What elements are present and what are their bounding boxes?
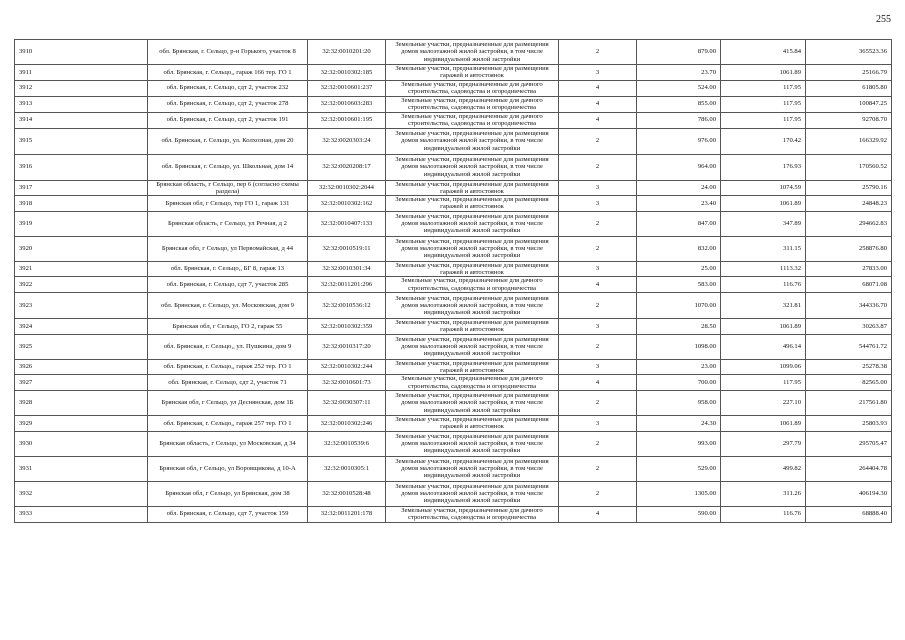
specific-value-cell: 415.84 bbox=[721, 40, 806, 65]
land-use-cell: Земельные участки, предназначенные для размещения домов малоэтажной жилой застройки, в том числе индивидуальной жилой застройки bbox=[386, 128, 559, 154]
cadastral-value-cell: 25278.38 bbox=[806, 359, 892, 375]
table-row bbox=[15, 416, 892, 432]
group-cell: 2 bbox=[559, 391, 637, 416]
area-cell: 976.00 bbox=[637, 128, 721, 154]
group-cell: 4 bbox=[559, 506, 637, 522]
cadastral-number-cell: 32:32:0011201:178 bbox=[308, 506, 386, 522]
row-number: 3913 bbox=[15, 96, 148, 112]
table-row bbox=[15, 319, 892, 335]
group-cell: 2 bbox=[559, 154, 637, 180]
land-use-cell: Земельные участки, предназначенные для дачного строительства, садоводства и огородничества bbox=[386, 112, 559, 128]
group-cell: 2 bbox=[559, 211, 637, 236]
page-number: 255 bbox=[876, 14, 891, 25]
cadastral-value-cell: 100847.25 bbox=[806, 96, 892, 112]
cadastral-value-cell: 61805.80 bbox=[806, 80, 892, 96]
group-cell: 4 bbox=[559, 80, 637, 96]
cadastral-number-cell: 32:32:0010519:11 bbox=[308, 236, 386, 261]
land-use-cell: Земельные участки, предназначенные для дачного строительства, садоводства и огородничества bbox=[386, 506, 559, 522]
row-number: 3929 bbox=[15, 416, 148, 432]
area-cell: 529.00 bbox=[637, 456, 721, 481]
cadastral-value-cell: 27833.00 bbox=[806, 261, 892, 277]
group-cell: 2 bbox=[559, 456, 637, 481]
address-cell: обл. Брянская, г. Сельцо, ул. Школьная, дом 14 bbox=[148, 154, 308, 180]
row-number: 3926 bbox=[15, 359, 148, 375]
land-registry-table bbox=[14, 39, 892, 523]
table-row bbox=[15, 112, 892, 128]
cadastral-number-cell: 32:32:0010302:359 bbox=[308, 319, 386, 335]
group-cell: 3 bbox=[559, 416, 637, 432]
specific-value-cell: 176.93 bbox=[721, 154, 806, 180]
land-use-cell: Земельные участки, предназначенные для размещения домов малоэтажной жилой застройки, в том числе индивидуальной жилой застройки bbox=[386, 456, 559, 481]
table-row bbox=[15, 293, 892, 319]
group-cell: 2 bbox=[559, 293, 637, 319]
area-cell: 25.00 bbox=[637, 261, 721, 277]
address-cell: обл. Брянская, г. Сельцо,, гараж 257 тер. ГО 1 bbox=[148, 416, 308, 432]
cadastral-number-cell: 32:32:0010539:6 bbox=[308, 431, 386, 456]
table-row bbox=[15, 211, 892, 236]
area-cell: 23.00 bbox=[637, 359, 721, 375]
address-cell: обл. Брянская, г. Сельцо, сдт 2, участок 232 bbox=[148, 80, 308, 96]
area-cell: 700.00 bbox=[637, 375, 721, 391]
group-cell: 2 bbox=[559, 481, 637, 506]
table-row bbox=[15, 128, 892, 154]
row-number: 3924 bbox=[15, 319, 148, 335]
row-number: 3931 bbox=[15, 456, 148, 481]
cadastral-number-cell: 32:32:0010536:12 bbox=[308, 293, 386, 319]
row-number: 3912 bbox=[15, 80, 148, 96]
area-cell: 993.00 bbox=[637, 431, 721, 456]
specific-value-cell: 117.95 bbox=[721, 375, 806, 391]
table-row bbox=[15, 375, 892, 391]
land-use-cell: Земельные участки, предназначенные для размещения домов малоэтажной жилой застройки, в том числе индивидуальной жилой застройки bbox=[386, 211, 559, 236]
group-cell: 3 bbox=[559, 65, 637, 81]
cadastral-value-cell: 25166.79 bbox=[806, 65, 892, 81]
area-cell: 855.00 bbox=[637, 96, 721, 112]
address-cell: обл. Брянская, г. Сельцо, сдт 7, участок 159 bbox=[148, 506, 308, 522]
area-cell: 524.00 bbox=[637, 80, 721, 96]
area-cell: 879.00 bbox=[637, 40, 721, 65]
group-cell: 3 bbox=[559, 359, 637, 375]
table-row bbox=[15, 236, 892, 261]
table-row bbox=[15, 80, 892, 96]
area-cell: 958.00 bbox=[637, 391, 721, 416]
row-number: 3920 bbox=[15, 236, 148, 261]
specific-value-cell: 1113.32 bbox=[721, 261, 806, 277]
specific-value-cell: 1061.89 bbox=[721, 319, 806, 335]
address-cell: Брянская обл, г Сельцо, ул Деснянская, дом 1Б bbox=[148, 391, 308, 416]
specific-value-cell: 1061.89 bbox=[721, 416, 806, 432]
area-cell: 1070.00 bbox=[637, 293, 721, 319]
specific-value-cell: 227.10 bbox=[721, 391, 806, 416]
row-number: 3922 bbox=[15, 277, 148, 293]
specific-value-cell: 170.42 bbox=[721, 128, 806, 154]
cadastral-number-cell: 32:32:0010601:73 bbox=[308, 375, 386, 391]
cadastral-number-cell: 32:32:0010305:1 bbox=[308, 456, 386, 481]
specific-value-cell: 1074.59 bbox=[721, 180, 806, 196]
specific-value-cell: 496.14 bbox=[721, 334, 806, 359]
row-number: 3916 bbox=[15, 154, 148, 180]
land-use-cell: Земельные участки, предназначенные для размещения гаражей и автостоянок bbox=[386, 180, 559, 196]
cadastral-value-cell: 295705.47 bbox=[806, 431, 892, 456]
specific-value-cell: 116.76 bbox=[721, 506, 806, 522]
cadastral-number-cell: 32:32:0030307:11 bbox=[308, 391, 386, 416]
address-cell: обл. Брянская, г. Сельцо, сдт 2, участок 191 bbox=[148, 112, 308, 128]
cadastral-value-cell: 406194.30 bbox=[806, 481, 892, 506]
group-cell: 3 bbox=[559, 261, 637, 277]
group-cell: 4 bbox=[559, 277, 637, 293]
address-cell: Брянская обл, г Сельцо, тер ГО 1, гараж 131 bbox=[148, 196, 308, 212]
cadastral-number-cell: 32:32:0010302:2044 bbox=[308, 180, 386, 196]
group-cell: 4 bbox=[559, 375, 637, 391]
area-cell: 832.00 bbox=[637, 236, 721, 261]
land-use-cell: Земельные участки, предназначенные для размещения домов малоэтажной жилой застройки, в том числе индивидуальной жилой застройки bbox=[386, 40, 559, 65]
cadastral-value-cell: 344336.70 bbox=[806, 293, 892, 319]
specific-value-cell: 117.95 bbox=[721, 112, 806, 128]
cadastral-value-cell: 25803.93 bbox=[806, 416, 892, 432]
cadastral-value-cell: 294662.83 bbox=[806, 211, 892, 236]
area-cell: 786.00 bbox=[637, 112, 721, 128]
cadastral-value-cell: 92708.70 bbox=[806, 112, 892, 128]
address-cell: обл. Брянская, г. Сельцо,, гараж 166 тер. ГО 1 bbox=[148, 65, 308, 81]
cadastral-number-cell: 32:32:0010201:20 bbox=[308, 40, 386, 65]
row-number: 3914 bbox=[15, 112, 148, 128]
area-cell: 23.40 bbox=[637, 196, 721, 212]
address-cell: обл. Брянская, г. Сельцо,, гараж 252 тер. ГО 1 bbox=[148, 359, 308, 375]
area-cell: 24.00 bbox=[637, 180, 721, 196]
address-cell: Брянская обл, г Сельцо, ГО 2, гараж 55 bbox=[148, 319, 308, 335]
table-row bbox=[15, 391, 892, 416]
cadastral-number-cell: 32:32:0010601:195 bbox=[308, 112, 386, 128]
table-row bbox=[15, 96, 892, 112]
cadastral-number-cell: 32:32:0010302:244 bbox=[308, 359, 386, 375]
land-use-cell: Земельные участки, предназначенные для размещения гаражей и автостоянок bbox=[386, 65, 559, 81]
area-cell: 23.70 bbox=[637, 65, 721, 81]
row-number: 3910 bbox=[15, 40, 148, 65]
specific-value-cell: 297.79 bbox=[721, 431, 806, 456]
specific-value-cell: 347.89 bbox=[721, 211, 806, 236]
cadastral-number-cell: 32:32:0010302:246 bbox=[308, 416, 386, 432]
row-number: 3921 bbox=[15, 261, 148, 277]
cadastral-value-cell: 217561.80 bbox=[806, 391, 892, 416]
area-cell: 964.00 bbox=[637, 154, 721, 180]
group-cell: 2 bbox=[559, 334, 637, 359]
group-cell: 4 bbox=[559, 112, 637, 128]
area-cell: 590.00 bbox=[637, 506, 721, 522]
cadastral-number-cell: 32:32:0010528:48 bbox=[308, 481, 386, 506]
group-cell: 2 bbox=[559, 40, 637, 65]
cadastral-value-cell: 68888.40 bbox=[806, 506, 892, 522]
specific-value-cell: 117.95 bbox=[721, 96, 806, 112]
address-cell: обл. Брянская, г. Сельцо, сдт 2, участок 71 bbox=[148, 375, 308, 391]
cadastral-value-cell: 82565.00 bbox=[806, 375, 892, 391]
table-body bbox=[15, 40, 892, 523]
specific-value-cell: 1099.06 bbox=[721, 359, 806, 375]
cadastral-value-cell: 264404.78 bbox=[806, 456, 892, 481]
address-cell: Брянская область, г Сельцо, пер 6 (согласно схемы раздела) bbox=[148, 180, 308, 196]
cadastral-number-cell: 32:32:0010407:133 bbox=[308, 211, 386, 236]
land-use-cell: Земельные участки, предназначенные для размещения домов малоэтажной жилой застройки, в том числе индивидуальной жилой застройки bbox=[386, 431, 559, 456]
area-cell: 1305.00 bbox=[637, 481, 721, 506]
specific-value-cell: 1061.89 bbox=[721, 196, 806, 212]
cadastral-value-cell: 24848.23 bbox=[806, 196, 892, 212]
row-number: 3932 bbox=[15, 481, 148, 506]
address-cell: Брянская обл, г Сельцо, ул Воровщикова, д 10-А bbox=[148, 456, 308, 481]
address-cell: обл. Брянская, г. Сельцо,, БГ 8, гараж 13 bbox=[148, 261, 308, 277]
table-row bbox=[15, 154, 892, 180]
row-number: 3915 bbox=[15, 128, 148, 154]
group-cell: 3 bbox=[559, 196, 637, 212]
table-row bbox=[15, 65, 892, 81]
specific-value-cell: 116.76 bbox=[721, 277, 806, 293]
table-row bbox=[15, 506, 892, 522]
cadastral-number-cell: 32:32:0011201:296 bbox=[308, 277, 386, 293]
row-number: 3925 bbox=[15, 334, 148, 359]
group-cell: 3 bbox=[559, 319, 637, 335]
table-row bbox=[15, 334, 892, 359]
row-number: 3918 bbox=[15, 196, 148, 212]
cadastral-value-cell: 365523.36 bbox=[806, 40, 892, 65]
land-use-cell: Земельные участки, предназначенные для дачного строительства, садоводства и огородничества bbox=[386, 96, 559, 112]
address-cell: Брянская обл, г Сельцо, ул Первомайская, д 44 bbox=[148, 236, 308, 261]
group-cell: 2 bbox=[559, 236, 637, 261]
area-cell: 1098.00 bbox=[637, 334, 721, 359]
row-number: 3911 bbox=[15, 65, 148, 81]
address-cell: обл. Брянская, г. Сельцо, ул. Московская, дом 9 bbox=[148, 293, 308, 319]
group-cell: 2 bbox=[559, 431, 637, 456]
land-use-cell: Земельные участки, предназначенные для дачного строительства, садоводства и огородничества bbox=[386, 80, 559, 96]
cadastral-number-cell: 32:32:0020208:17 bbox=[308, 154, 386, 180]
land-use-cell: Земельные участки, предназначенные для размещения домов малоэтажной жилой застройки, в том числе индивидуальной жилой застройки bbox=[386, 481, 559, 506]
table-row bbox=[15, 277, 892, 293]
land-use-cell: Земельные участки, предназначенные для размещения гаражей и автостоянок bbox=[386, 319, 559, 335]
row-number: 3923 bbox=[15, 293, 148, 319]
cadastral-number-cell: 32:32:0010302:162 bbox=[308, 196, 386, 212]
land-use-cell: Земельные участки, предназначенные для размещения гаражей и автостоянок bbox=[386, 359, 559, 375]
table-row bbox=[15, 196, 892, 212]
address-cell: Брянская обл, г Сельцо, ул Брянская, дом 38 bbox=[148, 481, 308, 506]
row-number: 3917 bbox=[15, 180, 148, 196]
row-number: 3919 bbox=[15, 211, 148, 236]
land-use-cell: Земельные участки, предназначенные для размещения домов малоэтажной жилой застройки, в том числе индивидуальной жилой застройки bbox=[386, 293, 559, 319]
row-number: 3930 bbox=[15, 431, 148, 456]
row-number: 3927 bbox=[15, 375, 148, 391]
cadastral-number-cell: 32:32:0020303:24 bbox=[308, 128, 386, 154]
land-use-cell: Земельные участки, предназначенные для размещения домов малоэтажной жилой застройки, в том числе индивидуальной жилой застройки bbox=[386, 154, 559, 180]
address-cell: обл. Брянская, г. Сельцо, ул. Колхозная, дом 20 bbox=[148, 128, 308, 154]
cadastral-number-cell: 32:32:0010301:34 bbox=[308, 261, 386, 277]
specific-value-cell: 117.95 bbox=[721, 80, 806, 96]
table-row bbox=[15, 481, 892, 506]
cadastral-value-cell: 68071.08 bbox=[806, 277, 892, 293]
land-use-cell: Земельные участки, предназначенные для размещения домов малоэтажной жилой застройки, в том числе индивидуальной жилой застройки bbox=[386, 334, 559, 359]
land-use-cell: Земельные участки, предназначенные для размещения гаражей и автостоянок bbox=[386, 196, 559, 212]
land-use-cell: Земельные участки, предназначенные для размещения гаражей и автостоянок bbox=[386, 261, 559, 277]
specific-value-cell: 499.82 bbox=[721, 456, 806, 481]
table-row bbox=[15, 359, 892, 375]
area-cell: 24.30 bbox=[637, 416, 721, 432]
address-cell: Брянская область, г Сельцо, ул Речная, д 2 bbox=[148, 211, 308, 236]
land-use-cell: Земельные участки, предназначенные для размещения домов малоэтажной жилой застройки, в том числе индивидуальной жилой застройки bbox=[386, 236, 559, 261]
land-use-cell: Земельные участки, предназначенные для дачного строительства, садоводства и огородничества bbox=[386, 375, 559, 391]
address-cell: обл. Брянская, г. Сельцо, р-н Горького, участок 8 bbox=[148, 40, 308, 65]
group-cell: 3 bbox=[559, 180, 637, 196]
cadastral-number-cell: 32:32:0010603:283 bbox=[308, 96, 386, 112]
land-use-cell: Земельные участки, предназначенные для размещения домов малоэтажной жилой застройки, в том числе индивидуальной жилой застройки bbox=[386, 391, 559, 416]
cadastral-value-cell: 25790.16 bbox=[806, 180, 892, 196]
table-row bbox=[15, 180, 892, 196]
cadastral-value-cell: 30263.87 bbox=[806, 319, 892, 335]
land-use-cell: Земельные участки, предназначенные для дачного строительства, садоводства и огородничества bbox=[386, 277, 559, 293]
table-row bbox=[15, 40, 892, 65]
table-row bbox=[15, 261, 892, 277]
group-cell: 4 bbox=[559, 96, 637, 112]
cadastral-value-cell: 170560.52 bbox=[806, 154, 892, 180]
land-use-cell: Земельные участки, предназначенные для размещения гаражей и автостоянок bbox=[386, 416, 559, 432]
row-number: 3933 bbox=[15, 506, 148, 522]
area-cell: 847.00 bbox=[637, 211, 721, 236]
specific-value-cell: 1061.89 bbox=[721, 65, 806, 81]
specific-value-cell: 311.26 bbox=[721, 481, 806, 506]
cadastral-value-cell: 166329.92 bbox=[806, 128, 892, 154]
table-row bbox=[15, 431, 892, 456]
address-cell: Брянская область, г Сельцо, ул Московская, д 34 bbox=[148, 431, 308, 456]
address-cell: обл. Брянская, г. Сельцо, сдт 7, участок 285 bbox=[148, 277, 308, 293]
area-cell: 28.50 bbox=[637, 319, 721, 335]
cadastral-number-cell: 32:32:0010302:185 bbox=[308, 65, 386, 81]
specific-value-cell: 321.81 bbox=[721, 293, 806, 319]
cadastral-number-cell: 32:32:0010601:237 bbox=[308, 80, 386, 96]
address-cell: обл. Брянская, г. Сельцо,, ул. Пушкина, дом 9 bbox=[148, 334, 308, 359]
table-row bbox=[15, 456, 892, 481]
cadastral-value-cell: 258876.80 bbox=[806, 236, 892, 261]
address-cell: обл. Брянская, г. Сельцо, сдт 2, участок 278 bbox=[148, 96, 308, 112]
row-number: 3928 bbox=[15, 391, 148, 416]
area-cell: 583.00 bbox=[637, 277, 721, 293]
cadastral-number-cell: 32:32:0010317:20 bbox=[308, 334, 386, 359]
cadastral-value-cell: 544761.72 bbox=[806, 334, 892, 359]
specific-value-cell: 311.15 bbox=[721, 236, 806, 261]
group-cell: 2 bbox=[559, 128, 637, 154]
